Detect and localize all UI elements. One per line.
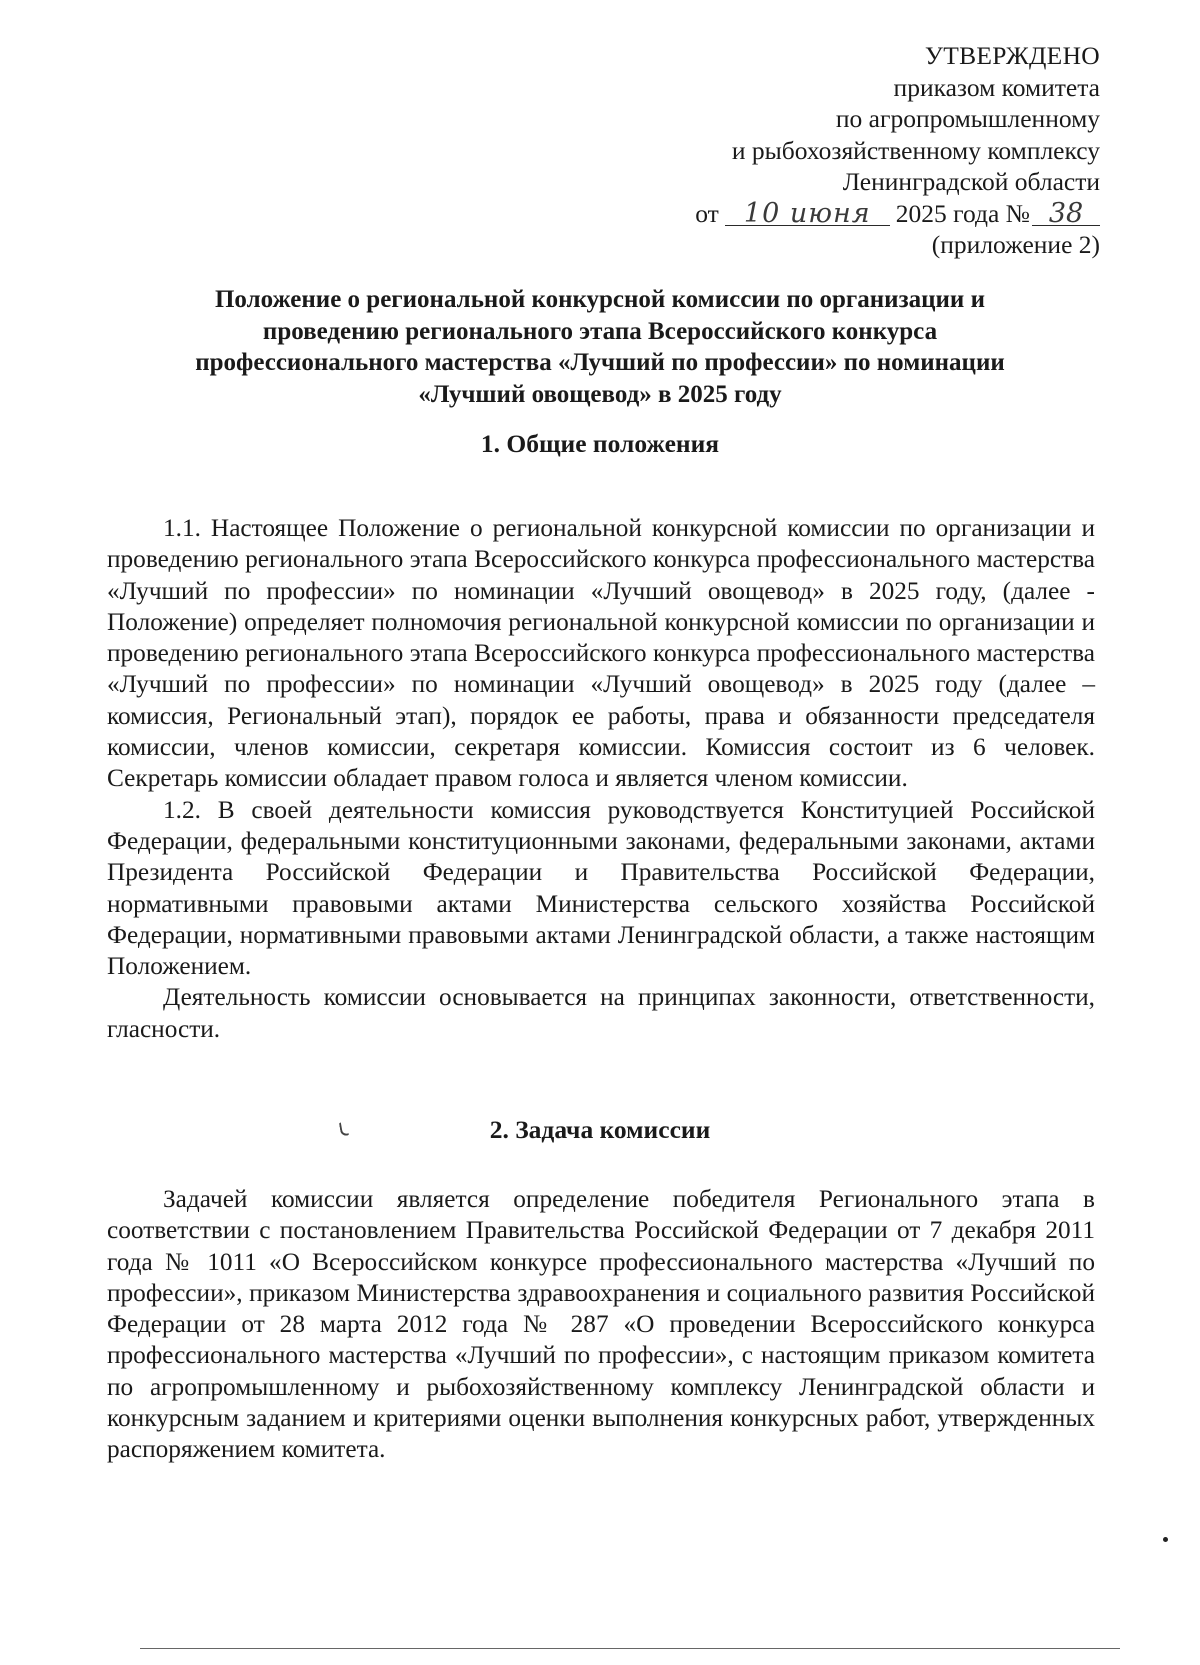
paragraph-1-3: Деятельность комиссии основывается на принципах законности, ответственности, гласности. [107,983,1095,1043]
title-line-3: профессионального мастерства «Лучший по профессии» по номинации [195,349,1005,376]
paragraph-2-1: Задачей комиссии является определение победителя Регионального этапа в соответствии с постановлением Правительства Российской Федерации от 7 декабря 2011 года № 1011 «О Всероссийском конкурсе профессионального мастерства «Лучший по профессии», приказом Министерства здравоохранения и социального развития Российской Федерации от 28 марта 2012 года № 287 «О проведении Всероссийского конкурса профессионального мастерства «Лучший по профессии», с настоящим приказом комитета по агропромышленному и рыбохозяйственному комплексу Ленинградской области и конкурсным заданием и критериями оценки выполнения конкурсных работ, утвержденных распоряжением комитета. [107,1185,1095,1464]
section-1-heading: 1. Общие положения [480,429,720,458]
document-title [130,284,1070,410]
handwritten-date: 10 июня [725,198,890,230]
handwritten-order-number: 38 [1032,198,1100,230]
scan-dot [1163,1537,1168,1542]
section-2-heading: 2. Задача комиссии [489,1115,711,1144]
date-year: 2025 года № [895,198,1030,228]
date-prefix: от [695,198,719,228]
title-line-4: «Лучший овощевод» в 2025 году [418,380,782,408]
approval-line-4: Ленинградской области [842,167,1100,196]
appendix-label: (приложение 2) [931,230,1100,259]
paragraph-1-1: 1.1. Настоящее Положение о региональной конкурсной комиссии по организации и проведению регионального этапа Всероссийского конкурса профессионального мастерства «Лучший по профессии» по номинации «Лучший овощевод» в 2025 году, (далее - Положение) определяет полномочия региональной конкурсной комиссии по организации и проведению регионального этапа Всероссийского конкурса профессионального мастерства «Лучший по профессии» по номинации «Лучший овощевод» в 2025 году (далее – комиссия, Региональный этап), порядок ее работы, права и обязанности председателя комиссии, членов комиссии, секретаря комиссии. Комиссия состоит из 6 человек. Секретарь комиссии обладает правом голоса и является членом комиссии. [107,514,1095,793]
section-2-body [107,1184,1095,1466]
approval-block [540,40,1100,261]
title-line-2: проведению регионального этапа Всероссийского конкурса [262,317,938,345]
paragraph-1-2: 1.2. В своей деятельности комиссия руководствуется Конституцией Российской Федерации, федеральными конституционными законами, федеральными законами, актами Президента Российской Федерации и Правительства Российской Федерации, нормативными правовыми актами Министерства сельского хозяйства Российской Федерации, нормативными правовыми актами Ленинградской области, а также настоящим Положением. [107,795,1095,981]
approval-date-line [540,198,1100,230]
section-1-body [107,513,1095,1045]
approval-line-1: приказом комитета [893,72,1100,102]
approval-line-3: и рыбохозяйственному комплексу [731,135,1100,165]
approved-label: УТВЕРЖДЕНО [924,41,1100,70]
title-line-1: Положение о региональной конкурсной комиссии по организации и [214,286,985,313]
bottom-edge-line [140,1648,1120,1649]
approval-line-2: по агропромышленному [835,104,1100,133]
